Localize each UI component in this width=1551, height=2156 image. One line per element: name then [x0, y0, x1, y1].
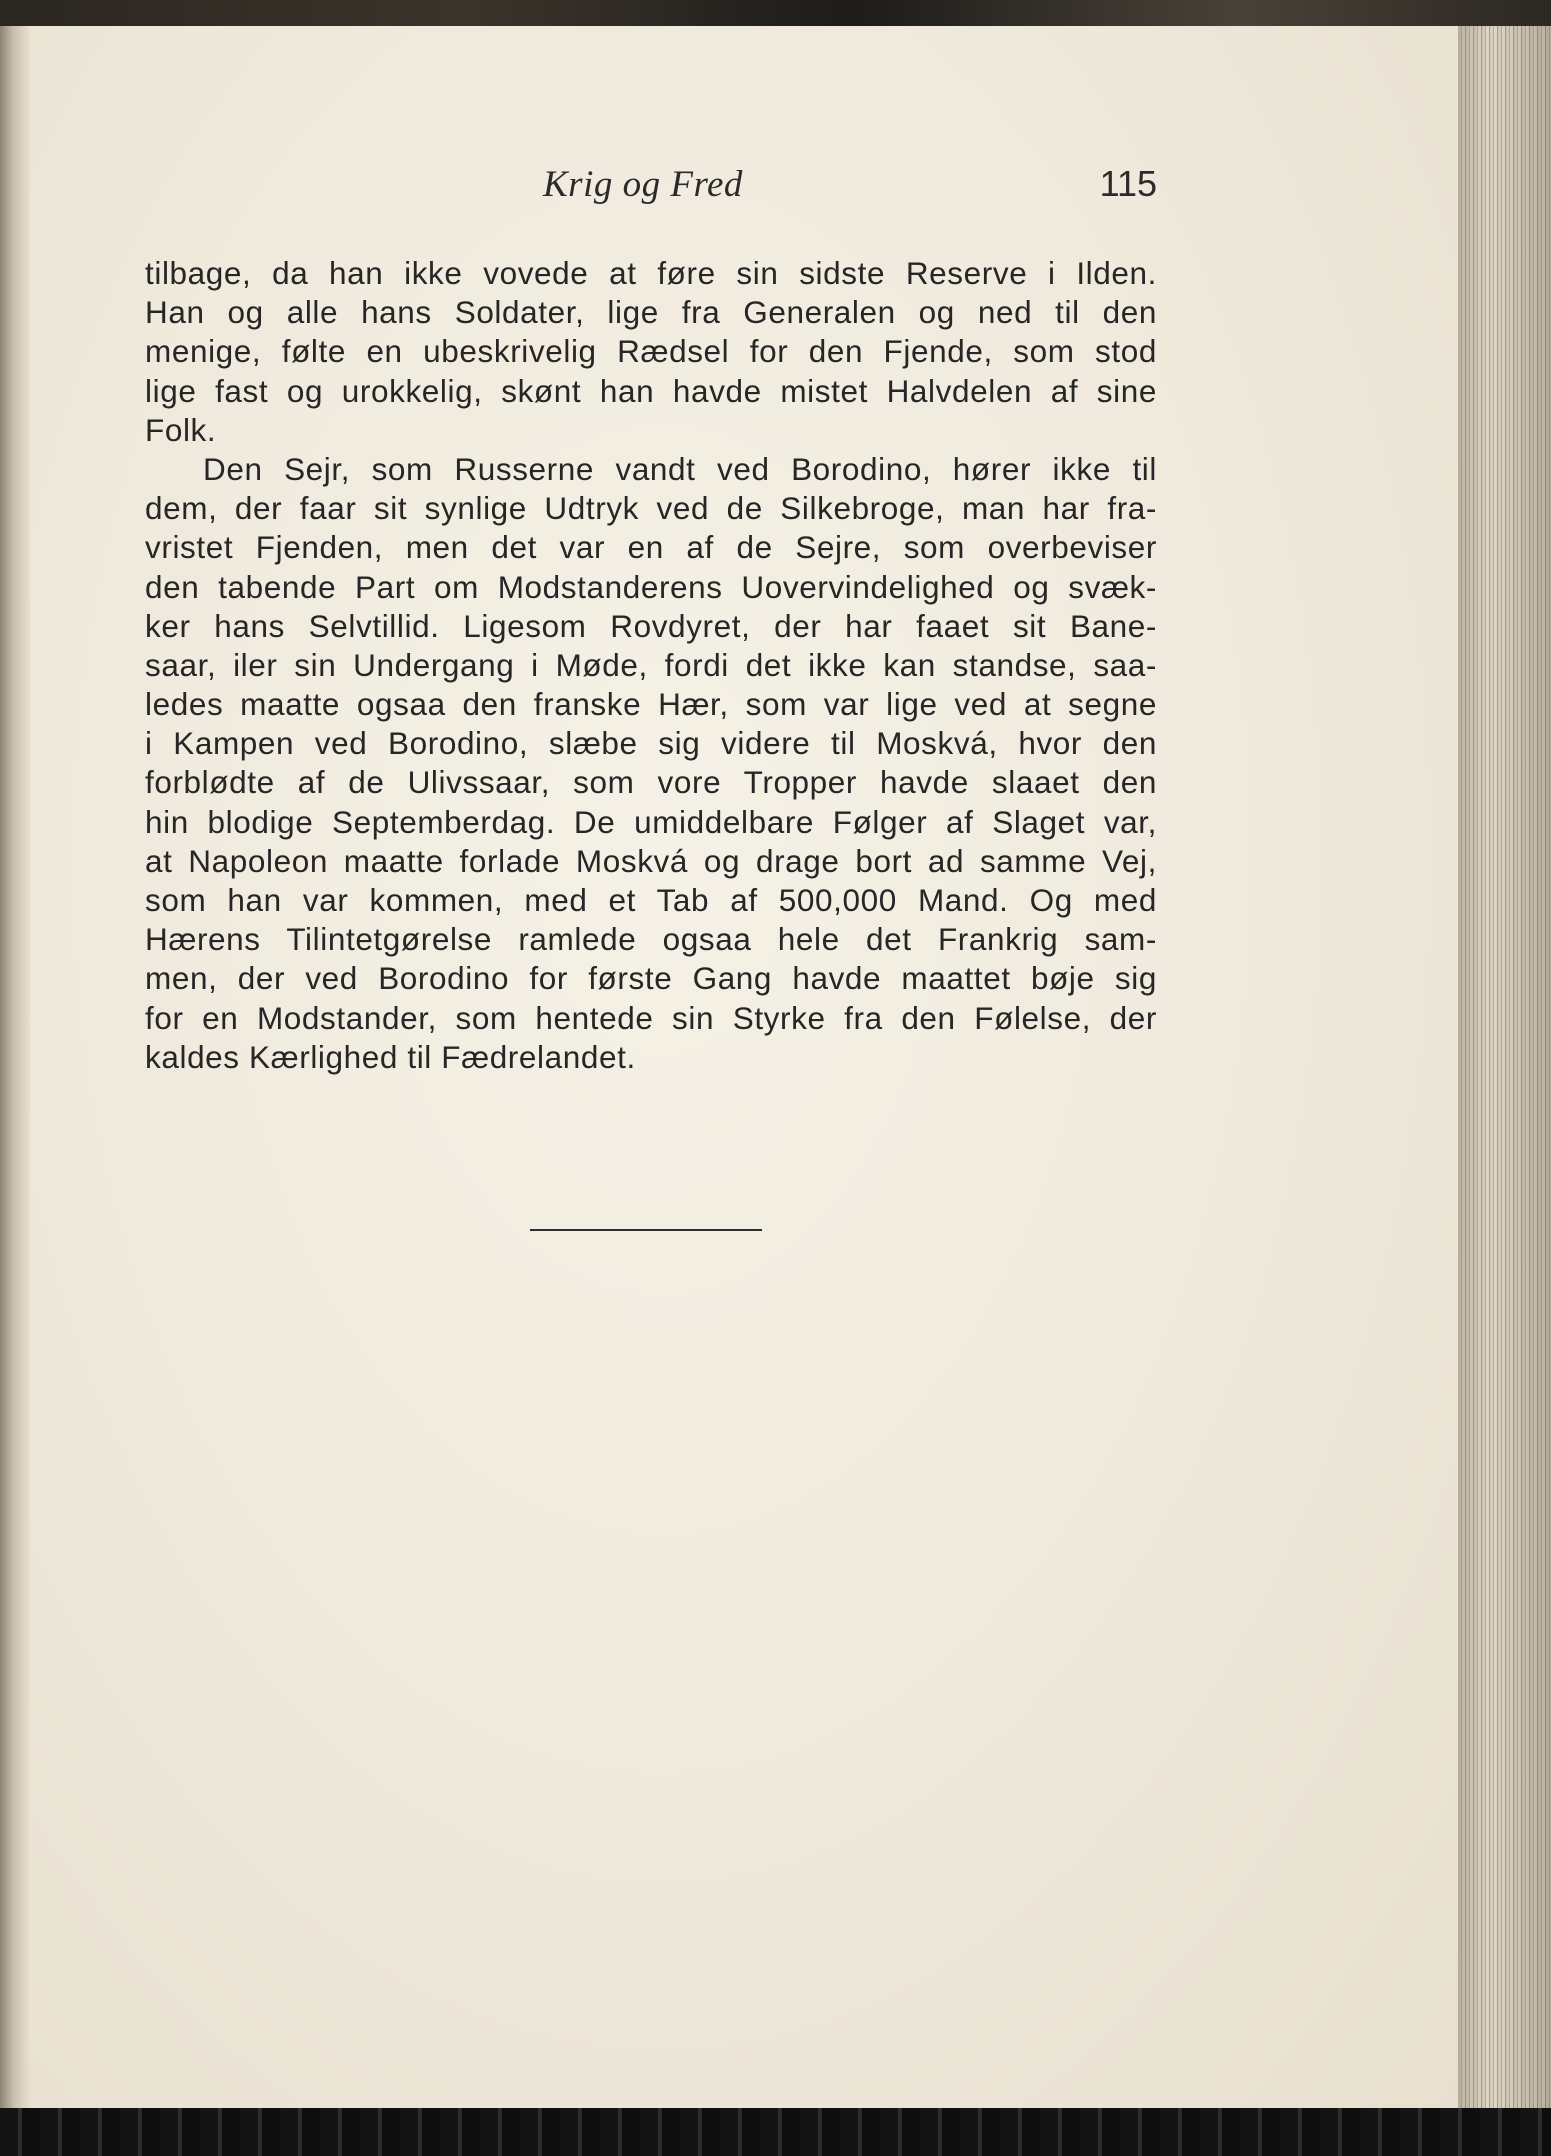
text-line: den tabende Part om Modstanderens Uovervindelighed og svæk- — [145, 568, 1157, 605]
body-text — [145, 254, 1157, 1077]
text-line: saar, iler sin Undergang i Møde, fordi det ikke kan standse, saa- — [145, 646, 1157, 683]
text-line: lige fast og urokkelig, skønt han havde mistet Halvdelen af sine — [145, 372, 1157, 409]
text-line: for en Modstander, som hentede sin Styrke fra den Følelse, der — [145, 999, 1157, 1036]
running-header — [145, 163, 1157, 213]
text-line: dem, der faar sit synlige Udtryk ved de Silkebroge, man har fra- — [145, 490, 1157, 527]
text-line: ker hans Selvtillid. Ligesom Rovdyret, der har faaet sit Bane- — [145, 607, 1157, 644]
page-number: 115 — [1099, 163, 1157, 204]
page-stack-shade — [1458, 26, 1551, 2110]
text-line: vristet Fjenden, men det var en af de Sejre, som overbeviser — [145, 529, 1157, 566]
running-title: Krig og Fred — [543, 164, 743, 205]
text-line: at Napoleon maatte forlade Moskvá og drage bort ad samme Vej, — [145, 842, 1157, 879]
text-line: Hærens Tilintetgørelse ramlede ogsaa hele det Frankrig sam- — [145, 921, 1157, 958]
section-end-rule — [530, 1229, 762, 1231]
paragraph-first-line: Den Sejr, som Russerne vandt ved Borodino, hører ikke til — [203, 450, 1157, 487]
text-line: hin blodige Septemberdag. De umiddelbare Følger af Slaget var, — [145, 803, 1157, 840]
text-line: som han var kommen, med et Tab af 500,000 Mand. Og med — [145, 882, 1157, 918]
text-line: tilbage, da han ikke vovede at føre sin sidste Reserve i Ilden. — [145, 255, 1157, 291]
text-line: forblødte af de Ulivssaar, som vore Tropper havde slaaet den — [145, 764, 1157, 801]
book-bottom-edge — [0, 2108, 1551, 2156]
text-line: Han og alle hans Soldater, lige fra Generalen og ned til den — [145, 294, 1157, 331]
text-line: men, der ved Borodino for første Gang havde maattet bøje sig — [145, 960, 1157, 997]
text-line: ledes maatte ogsaa den franske Hær, som var lige ved at segne — [145, 686, 1157, 723]
text-line: i Kampen ved Borodino, slæbe sig videre til Moskvá, hvor den — [145, 725, 1157, 762]
text-line: kaldes Kærlighed til Fædrelandet. — [145, 1038, 636, 1075]
page-binding-edge — [0, 26, 30, 2110]
text-line: Folk. — [145, 411, 217, 448]
text-line: menige, følte en ubeskrivelig Rædsel for den Fjende, som stod — [145, 333, 1157, 370]
